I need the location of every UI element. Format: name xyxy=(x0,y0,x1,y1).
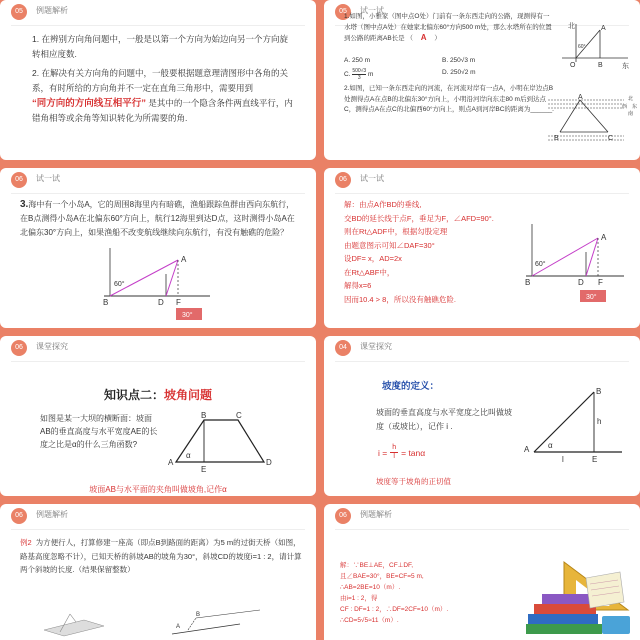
paragraph-1: 1. 在辨别方向角问题中，一般是以第一个方向为始边向另一个方向旋转相应度数. xyxy=(32,34,288,59)
example-2 xyxy=(20,536,302,577)
books-and-ruler-illustration xyxy=(524,558,634,640)
slide-title: 例题解析 xyxy=(36,510,68,519)
problem-text: 海中有一个小岛A，它的周围8海里内有暗礁，渔船跟踪鱼群由西向东航行，在B点测得小岛A在北偏东60°方向上，航行12海里到达D点，这时测得小岛A在北偏东30°方向上，如果渔船不改变航线继续向东航行，有没有触礁的危险？ xyxy=(20,200,295,237)
problem-3 xyxy=(20,198,302,240)
slide-number-badge: 06 xyxy=(11,508,27,524)
fig-point-a: A xyxy=(168,458,174,467)
fig-point-b: B xyxy=(596,388,602,396)
slide-title: 试一试 xyxy=(360,6,384,15)
fig1-point-b: B xyxy=(598,62,603,69)
paragraph-2-text: 2. 在解决有关方向角的问题中，一般要根据题意理清图形中各角的关系，有时所给的方向角并不一定在直角三角形中，需要用到 xyxy=(32,68,288,93)
slide-6 xyxy=(324,336,640,496)
option-a: A. 250 m xyxy=(344,57,371,64)
solution-line: 由题意图示可知∠DAF=30° xyxy=(344,240,435,250)
fig2-west: 西 xyxy=(622,104,628,110)
header-divider xyxy=(11,193,305,194)
formula-tan: = tanα xyxy=(401,447,426,458)
solution-line: 解：由点A作BD的垂线, xyxy=(344,200,422,209)
slide-title: 课堂探究 xyxy=(36,342,68,351)
paragraph-2 xyxy=(32,66,294,126)
example-text: 为方便行人，打算修建一座高（即点B到路面的距离）为5 m的过街天桥（如图，路基高度忽略不计），已知天桥的斜坡AB的坡角为30°，斜坡CD的坡度i=1 : 2，请计算两个斜坡的长度.（结果保留整数） xyxy=(20,538,302,574)
problem-number: 3. xyxy=(20,199,29,210)
solution-line: ∴AB=2BE=10（m）. xyxy=(340,584,401,591)
solution-line: CF : DF=1 : 2，∴DF=2CF=10（m）. xyxy=(340,606,449,613)
fig-point-b: B xyxy=(196,612,201,618)
solution-line: 设DF= x，AD=2x xyxy=(344,254,402,263)
figure-water-tower xyxy=(556,20,636,78)
fig2-point-b: B xyxy=(554,135,559,142)
fig1-north-label: 北 xyxy=(568,23,575,30)
slide-number-badge: 06 xyxy=(335,172,351,188)
slide-header xyxy=(324,504,640,530)
slide-7 xyxy=(0,504,316,640)
gradient-formula xyxy=(378,444,425,461)
fig-point-e: E xyxy=(201,465,207,474)
fig-angle-30: 30° xyxy=(182,312,193,319)
fig-point-a: A xyxy=(176,624,181,630)
slide-header xyxy=(0,336,316,362)
slide-number-badge: 06 xyxy=(11,172,27,188)
fig-point-e: E xyxy=(592,455,598,464)
fig-point-f: F xyxy=(598,278,603,287)
fig-angle-60: 60° xyxy=(114,281,125,288)
slide-title: 课堂探究 xyxy=(360,342,392,351)
fig-point-a: A xyxy=(524,445,530,454)
slide-title: 试一试 xyxy=(360,174,384,183)
option-b: B. 250√3 m xyxy=(442,57,476,64)
question-1-text: 1.如图，小雅家（图中点O处）门前有一条东西走向的公路，现测得有一水塔（图中点A处）在她家北偏东60°方向500 m处，那么水塔所在的位置到公路的距离AB长是 （ xyxy=(344,13,552,42)
slide-header xyxy=(0,504,316,530)
figure-island xyxy=(100,244,240,324)
formula-h: h xyxy=(392,444,397,451)
slide-3 xyxy=(0,168,316,328)
solution-line: 因而10.4 > 8，所以没有触礁危险. xyxy=(344,294,456,304)
slide-2 xyxy=(324,0,640,160)
fig2-east: 东 xyxy=(632,104,638,110)
gradient-heading: 坡度的定义： xyxy=(382,381,440,392)
figure-dam xyxy=(166,410,276,474)
option-d: D. 250√2 m xyxy=(442,69,476,76)
fig-point-d: D xyxy=(266,458,272,467)
solution-line: 解得x=6 xyxy=(344,281,372,290)
fig-alpha: α xyxy=(186,451,191,460)
header-divider xyxy=(11,529,305,530)
question-1 xyxy=(344,12,552,45)
figure-river xyxy=(546,94,638,150)
fig-angle-30: 30° xyxy=(586,294,597,301)
fig-point-f: F xyxy=(176,298,181,307)
fig-point-d: D xyxy=(158,298,164,307)
fig2-north: 北 xyxy=(628,96,634,102)
option-c: C. $\frac{500√3}{3}$ m xyxy=(344,68,374,81)
fig2-point-a: A xyxy=(578,94,583,101)
slope-angle-definition: 坡面AB与水平面的夹角叫做坡角,记作α xyxy=(89,485,227,494)
fig-label-h: h xyxy=(597,417,602,426)
slide-header xyxy=(324,336,640,362)
solution-line: 且∠BAE=30°，BE=CF=5 m, xyxy=(340,573,424,580)
dam-description: 如图是某一大坝的横断面：坡面AB的垂直高度与水平宽度AE的长度之比是α的什么三角函数? xyxy=(40,414,158,449)
header-divider xyxy=(335,193,629,194)
option-c-unit: m xyxy=(368,71,374,79)
fig-point-b: B xyxy=(525,278,531,287)
slide-4 xyxy=(324,168,640,328)
section-heading xyxy=(0,386,316,403)
question-2: 2.如图，已知一条东西走向的河流，在河流对岸有一点A，小明在岸边点B处测得点A在点B的北偏东30°方向上，小明沿河岸向东走80 m后到达点C，测得点A在点C的北偏西60°方向上，则点A到河岸BC的距离为______. xyxy=(344,85,554,113)
slide-header xyxy=(324,168,640,194)
slide-number-badge: 05 xyxy=(11,4,27,20)
slide-number-badge: 05 xyxy=(335,4,351,20)
solution-line: 解：∵BE⊥AE，CF⊥DF, xyxy=(340,562,414,569)
fig-point-a: A xyxy=(181,255,187,264)
slide-header xyxy=(0,168,316,194)
fig1-point-a: A xyxy=(601,25,606,32)
fig2-south: 南 xyxy=(628,111,634,117)
example-label: 例2 xyxy=(20,538,32,547)
option-c-numerator: 500√3 xyxy=(352,68,367,74)
slide-number-badge: 06 xyxy=(11,340,27,356)
solution-steps xyxy=(344,198,544,306)
header-divider xyxy=(11,25,305,26)
fig-label-l: l xyxy=(562,455,564,464)
fig-point-c: C xyxy=(236,411,242,420)
key-phrase: “同方向的方向线互相平行” xyxy=(32,98,147,109)
fig-point-b: B xyxy=(201,411,207,420)
slide-8 xyxy=(324,504,640,640)
header-divider xyxy=(335,361,629,362)
question-1-answer: A xyxy=(420,33,427,42)
slide-number-badge: 06 xyxy=(335,508,351,524)
formula-i: i = xyxy=(378,447,388,458)
paragraph-2-tail: 是其中的一个隐含条件两直线平行，内错角相等或余角等知识转化为所需要的角. xyxy=(32,98,293,123)
slide-header xyxy=(0,0,316,26)
gradient-tangent-note: 坡度等于坡角的正切值 xyxy=(376,477,451,486)
solution-steps xyxy=(340,560,510,626)
slide-title: 例题解析 xyxy=(360,510,392,519)
fig-point-d: D xyxy=(578,278,584,287)
solution-line: 由i=1 : 2，得 xyxy=(340,595,378,602)
solution-line: 则在Rt△ADF中，根据勾股定理 xyxy=(344,227,448,236)
fig-point-a: A xyxy=(601,233,607,242)
fig1-angle: 60° xyxy=(578,44,586,50)
fig-point-b: B xyxy=(103,298,109,307)
slide-title: 例题解析 xyxy=(36,6,68,15)
fig1-point-o: O xyxy=(570,62,576,69)
slide-title: 试一试 xyxy=(36,174,60,183)
fig2-point-c: C xyxy=(608,135,614,142)
gradient-definition: 坡面的垂直高度与水平宽度之比叫做坡度（或坡比），记作 i . xyxy=(376,408,512,431)
slide-number-badge: 04 xyxy=(335,340,351,356)
formula-l: l xyxy=(393,453,395,460)
fig-angle-60: 60° xyxy=(535,261,546,268)
figure-overpass xyxy=(0,600,316,640)
header-divider xyxy=(11,361,305,362)
solution-line: ∴CD=5√5≈11（m）. xyxy=(340,617,399,624)
solution-line: 在Rt△ABF中， xyxy=(344,267,395,277)
slide-5 xyxy=(0,336,316,496)
fig-alpha: α xyxy=(548,441,553,450)
slide-1 xyxy=(0,0,316,160)
solution-line: 交BD的延长线于点F，垂足为F，∠AFD=90°. xyxy=(344,213,494,223)
question-1-close: ） xyxy=(434,35,441,42)
fig1-east-label: 东 xyxy=(622,63,629,70)
option-c-denominator: 3 xyxy=(357,75,361,81)
figure-slope xyxy=(522,388,632,474)
heading-prefix: 知识点二： xyxy=(103,388,164,402)
header-divider xyxy=(335,529,629,530)
heading-topic: 坡角问题 xyxy=(164,388,213,402)
figure-island-solution xyxy=(524,222,634,308)
